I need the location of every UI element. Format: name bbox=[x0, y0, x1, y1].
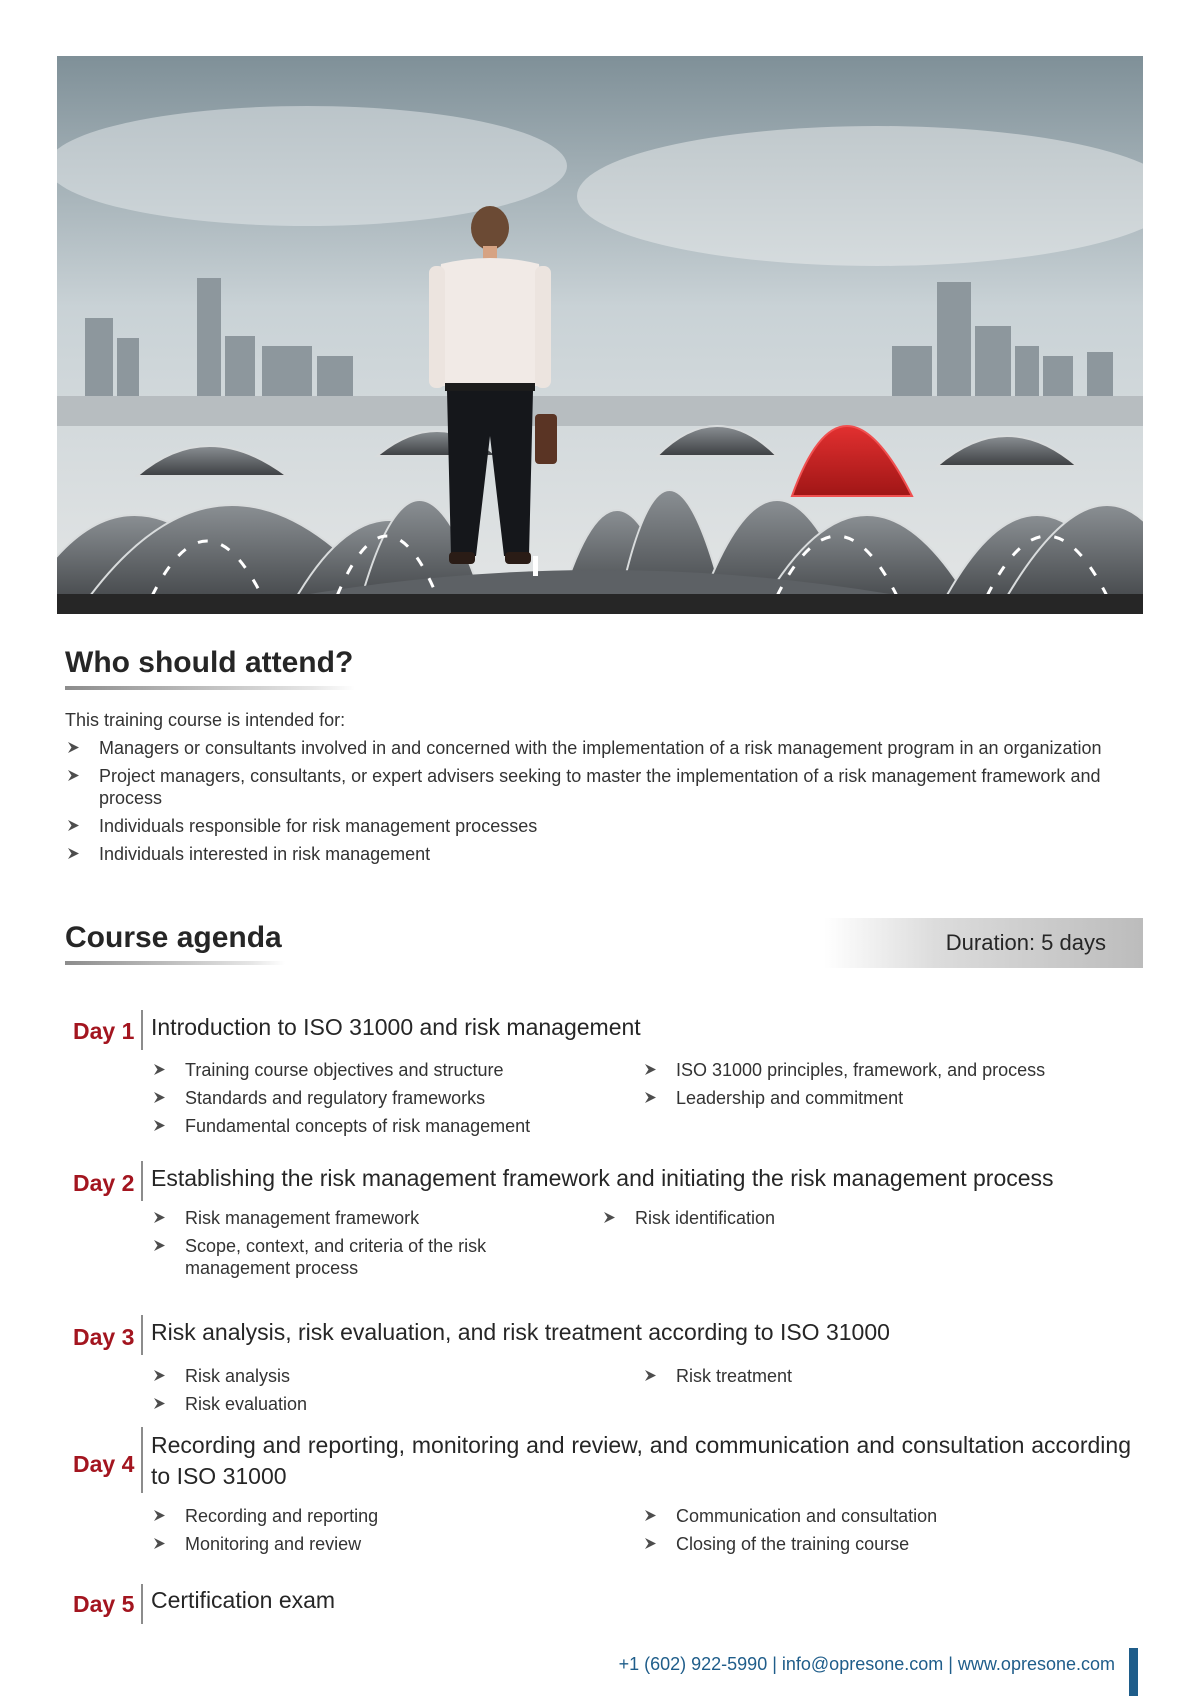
list-item-text: Individuals interested in risk management bbox=[99, 844, 431, 864]
chevron-right-icon bbox=[153, 1211, 166, 1224]
footer-accent-bar bbox=[1129, 1648, 1138, 1696]
list-item-text: Scope, context, and criteria of the risk management process bbox=[185, 1236, 487, 1278]
day-topics-left bbox=[151, 1505, 611, 1561]
list-item bbox=[151, 1365, 611, 1387]
day-divider bbox=[141, 1010, 143, 1050]
list-item bbox=[151, 1235, 511, 1279]
list-item bbox=[642, 1087, 1122, 1109]
list-item-text: Training course objectives and structure bbox=[185, 1060, 504, 1080]
list-item-text: Fundamental concepts of risk management bbox=[185, 1116, 531, 1136]
day-label: Day 2 bbox=[73, 1170, 135, 1196]
day-divider bbox=[141, 1315, 143, 1355]
footer-contact: +1 (602) 922-5990 | info@opresone.com | www.opresone.com bbox=[618, 1654, 1115, 1674]
day-topics-right bbox=[642, 1059, 1122, 1115]
chevron-right-icon bbox=[153, 1369, 166, 1382]
day-label: Day 5 bbox=[73, 1591, 135, 1617]
list-item-text: Risk identification bbox=[635, 1208, 776, 1228]
day-divider bbox=[141, 1427, 143, 1493]
chevron-right-icon bbox=[153, 1509, 166, 1522]
list-item bbox=[151, 1087, 611, 1109]
chevron-right-icon bbox=[67, 741, 80, 754]
audience-list bbox=[65, 737, 1145, 871]
chevron-right-icon bbox=[644, 1537, 657, 1550]
list-item-text: Risk treatment bbox=[676, 1366, 793, 1386]
list-item-text: ISO 31000 principles, framework, and process bbox=[676, 1060, 1046, 1080]
day-title: Risk analysis, risk evaluation, and risk treatment according to ISO 31000 bbox=[151, 1319, 890, 1345]
list-item-text: Risk analysis bbox=[185, 1366, 291, 1386]
chevron-right-icon bbox=[153, 1397, 166, 1410]
list-item bbox=[642, 1533, 1122, 1555]
list-item bbox=[601, 1207, 1081, 1229]
chevron-right-icon bbox=[644, 1509, 657, 1522]
list-item bbox=[151, 1059, 611, 1081]
chevron-right-icon bbox=[153, 1091, 166, 1104]
chevron-right-icon bbox=[153, 1119, 166, 1132]
day-topics-right bbox=[642, 1505, 1122, 1561]
list-item bbox=[151, 1207, 511, 1229]
list-item-text: Closing of the training course bbox=[676, 1534, 910, 1554]
list-item bbox=[65, 765, 1145, 809]
chevron-right-icon bbox=[603, 1211, 616, 1224]
day-topics-left bbox=[151, 1207, 511, 1285]
day-divider bbox=[141, 1161, 143, 1201]
list-item bbox=[642, 1505, 1122, 1527]
list-item bbox=[151, 1505, 611, 1527]
chevron-right-icon bbox=[67, 847, 80, 860]
day-label: Day 4 bbox=[73, 1451, 135, 1477]
duration-text: Duration: 5 days bbox=[945, 930, 1106, 955]
day-divider bbox=[141, 1584, 143, 1624]
day-topics-right bbox=[601, 1207, 1081, 1235]
hero-photo-illustration bbox=[57, 56, 1143, 614]
chevron-right-icon bbox=[153, 1063, 166, 1076]
list-item-text: Monitoring and review bbox=[185, 1534, 362, 1554]
list-item bbox=[65, 843, 1145, 865]
course-agenda-title: Course agenda bbox=[65, 921, 282, 954]
list-item bbox=[65, 815, 1145, 837]
title-underline bbox=[65, 686, 355, 690]
list-item-text: Communication and consultation bbox=[676, 1506, 938, 1526]
chevron-right-icon bbox=[67, 769, 80, 782]
list-item bbox=[642, 1365, 1122, 1387]
audience-intro: This training course is intended for: bbox=[65, 710, 346, 730]
chevron-right-icon bbox=[153, 1537, 166, 1550]
chevron-right-icon bbox=[644, 1369, 657, 1382]
list-item-text: Individuals responsible for risk management processes bbox=[99, 816, 538, 836]
day-label: Day 3 bbox=[73, 1324, 135, 1350]
day-title: Introduction to ISO 31000 and risk management bbox=[151, 1014, 641, 1040]
list-item-text: Risk management framework bbox=[185, 1208, 420, 1228]
day-title: Recording and reporting, monitoring and review, and communication and consultation according to ISO 31000 bbox=[151, 1432, 1131, 1489]
list-item bbox=[65, 737, 1145, 759]
duration-badge bbox=[824, 918, 1143, 968]
list-item-text: Project managers, consultants, or expert advisers seeking to master the implementation of a risk management framework and process bbox=[99, 766, 1101, 808]
list-item-text: Risk evaluation bbox=[185, 1394, 308, 1414]
day-title: Certification exam bbox=[151, 1587, 336, 1613]
day-title: Establishing the risk management framework and initiating the risk management process bbox=[151, 1165, 1054, 1191]
title-underline bbox=[65, 961, 285, 965]
chevron-right-icon bbox=[153, 1239, 166, 1252]
chevron-right-icon bbox=[644, 1063, 657, 1076]
who-should-attend-title: Who should attend? bbox=[65, 646, 354, 679]
hero-image bbox=[57, 56, 1143, 614]
list-item bbox=[151, 1115, 611, 1137]
chevron-right-icon bbox=[644, 1091, 657, 1104]
list-item-text: Standards and regulatory frameworks bbox=[185, 1088, 486, 1108]
list-item-text: Recording and reporting bbox=[185, 1506, 379, 1526]
list-item-text: Leadership and commitment bbox=[676, 1088, 904, 1108]
day-label: Day 1 bbox=[73, 1018, 135, 1044]
day-topics-right bbox=[642, 1365, 1122, 1393]
list-item bbox=[642, 1059, 1122, 1081]
list-item bbox=[151, 1533, 611, 1555]
day-topics-left bbox=[151, 1365, 611, 1421]
list-item-text: Managers or consultants involved in and concerned with the implementation of a risk management program in an organization bbox=[99, 738, 1102, 758]
chevron-right-icon bbox=[67, 819, 80, 832]
list-item bbox=[151, 1393, 611, 1415]
day-topics-left bbox=[151, 1059, 611, 1143]
